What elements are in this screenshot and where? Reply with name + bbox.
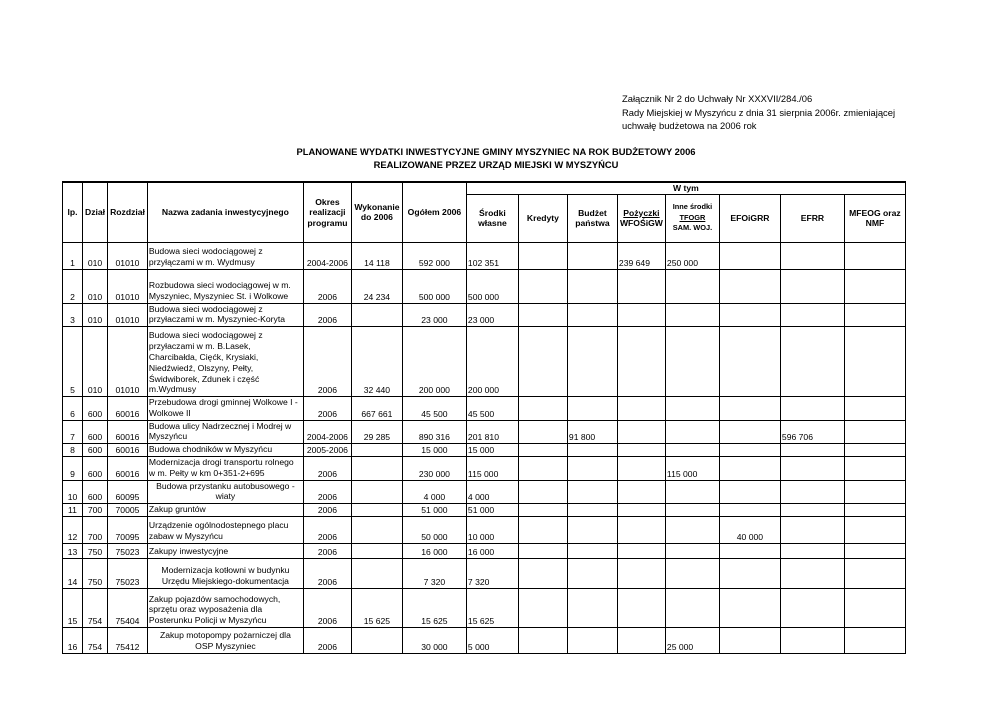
row-inne [665,589,719,628]
row-lp: 7 [63,420,83,444]
row-inne: 250 000 [665,242,719,269]
row-inne [665,480,719,504]
row-pozyczki [617,628,665,654]
col-kredyty: Kredyty [518,194,567,242]
table-row [63,517,906,544]
row-name: Budowa sieci wodociągowej z przyłaczami w m. B.Lasek, Charcibałda, Cięćk, Krysiaki, Niedźwiedź, Olszyny, Pełty, Świdwiborek, Zdunek i część m.Wydmusy [147,327,303,397]
row-ogolem: 50 000 [402,517,466,544]
row-name: Zakup motopompy pożarniczej dla OSP Myszyniec [147,628,303,654]
row-wykonanie [351,504,402,517]
col-okres: Okres realizacji programu [303,182,351,242]
row-kredyty [518,517,567,544]
row-name: Budowa sieci wodociągowej z przyłączami w m. Wydmusy [147,242,303,269]
row-efoigrr [719,269,780,303]
row-okres: 2006 [303,559,351,589]
table-row [63,327,906,397]
row-srodki: 16 000 [466,544,518,559]
row-dzial: 600 [83,457,108,481]
row-kredyty [518,327,567,397]
row-okres: 2004-2006 [303,420,351,444]
row-okres: 2006 [303,457,351,481]
row-srodki: 51 000 [466,504,518,517]
row-pozyczki [617,544,665,559]
row-efrr [780,303,844,327]
row-inne [665,397,719,421]
row-wykonanie [351,480,402,504]
row-efoigrr [719,242,780,269]
row-srodki: 4 000 [466,480,518,504]
row-wykonanie [351,544,402,559]
row-ogolem: 51 000 [402,504,466,517]
row-efoigrr [719,303,780,327]
pozyczki-label: Pożyczki [623,207,660,218]
row-srodki: 200 000 [466,327,518,397]
row-wykonanie: 24 234 [351,269,402,303]
row-okres: 2006 [303,397,351,421]
col-wykonanie: Wykonanie do 2006 [351,182,402,242]
row-wykonanie: 15 625 [351,589,402,628]
row-pozyczki: 239 649 [617,242,665,269]
row-efrr [780,242,844,269]
row-pozyczki [617,303,665,327]
row-pozyczki [617,480,665,504]
row-inne [665,420,719,444]
row-mfeog [844,628,905,654]
row-efoigrr [719,457,780,481]
row-budzet [567,269,617,303]
table-row [63,589,906,628]
table-row [63,628,906,654]
row-efoigrr [719,559,780,589]
row-efoigrr [719,480,780,504]
row-rozdzial: 60016 [108,457,148,481]
row-lp: 9 [63,457,83,481]
row-wykonanie: 667 661 [351,397,402,421]
inne-sublabel-1: TFOGR [679,212,706,222]
row-srodki: 7 320 [466,559,518,589]
row-pozyczki [617,504,665,517]
row-kredyty [518,269,567,303]
table-body [63,242,906,654]
row-pozyczki [617,397,665,421]
row-wykonanie [351,517,402,544]
row-name: Zakup gruntów [147,504,303,517]
row-name: Urządzenie ogólnodostepnego placu zabaw w Myszyńcu [147,517,303,544]
row-lp: 10 [63,480,83,504]
row-srodki: 10 000 [466,517,518,544]
row-rozdzial: 01010 [108,269,148,303]
row-dzial: 700 [83,504,108,517]
row-wykonanie [351,457,402,481]
row-wykonanie: 32 440 [351,327,402,397]
row-mfeog [844,303,905,327]
row-efoigrr [719,327,780,397]
row-ogolem: 200 000 [402,327,466,397]
row-dzial: 754 [83,628,108,654]
row-budzet [567,504,617,517]
row-pozyczki [617,444,665,457]
row-inne [665,544,719,559]
row-budzet [567,444,617,457]
row-lp: 15 [63,589,83,628]
row-rozdzial: 70005 [108,504,148,517]
row-mfeog [844,589,905,628]
table-row [63,397,906,421]
row-ogolem: 45 500 [402,397,466,421]
row-lp: 13 [63,544,83,559]
row-budzet [567,457,617,481]
row-mfeog [844,504,905,517]
row-okres: 2006 [303,517,351,544]
col-rozdzial: Rozdział [108,182,148,242]
row-efrr [780,559,844,589]
row-mfeog [844,544,905,559]
row-dzial: 010 [83,242,108,269]
row-budzet [567,327,617,397]
row-kredyty [518,504,567,517]
row-kredyty [518,544,567,559]
row-dzial: 600 [83,420,108,444]
row-lp: 5 [63,327,83,397]
row-efoigrr [719,589,780,628]
row-name: Budowa chodników w Myszyńcu [147,444,303,457]
title-line-2: REALIZOWANE PRZEZ URZĄD MIEJSKI W MYSZYŃCU [373,158,619,170]
row-kredyty [518,559,567,589]
attachment-header [622,92,895,133]
row-dzial: 750 [83,559,108,589]
row-rozdzial: 75404 [108,589,148,628]
attachment-line-2: Rady Miejskiej w Myszyńcu z dnia 31 sierpnia 2006r. zmieniającej [622,106,896,118]
col-ogolem: Ogółem 2006 [402,182,466,242]
row-mfeog [844,242,905,269]
row-inne [665,269,719,303]
row-budzet [567,559,617,589]
table-row [63,457,906,481]
row-inne [665,327,719,397]
row-budzet [567,544,617,559]
row-srodki: 115 000 [466,457,518,481]
row-mfeog [844,517,905,544]
row-dzial: 754 [83,589,108,628]
row-budzet [567,589,617,628]
row-efrr [780,544,844,559]
row-efoigrr [719,504,780,517]
col-dzial: Dział [83,182,108,242]
row-rozdzial: 70095 [108,517,148,544]
row-wykonanie: 29 285 [351,420,402,444]
table-row [63,504,906,517]
row-mfeog [844,397,905,421]
row-mfeog [844,457,905,481]
row-kredyty [518,457,567,481]
row-okres: 2006 [303,327,351,397]
row-wykonanie [351,303,402,327]
col-w-tym: W tym [466,182,905,194]
row-inne [665,444,719,457]
row-wykonanie: 14 118 [351,242,402,269]
row-ogolem: 230 000 [402,457,466,481]
title-line-1: PLANOWANE WYDATKI INWESTYCYJNE GMINY MYSZYNIEC NA ROK BUDŻETOWY 2006 [296,146,696,157]
row-okres: 2006 [303,480,351,504]
col-srodki: Środki własne [466,194,518,242]
row-efrr [780,444,844,457]
row-dzial: 600 [83,444,108,457]
row-name: Rozbudowa sieci wodociągowej w m. Myszyniec, Myszyniec St. i Wolkowe [147,269,303,303]
row-okres: 2006 [303,589,351,628]
col-lp: lp. [63,182,83,242]
row-rozdzial: 75412 [108,628,148,654]
row-kredyty [518,480,567,504]
row-rozdzial: 60016 [108,397,148,421]
table-row [63,480,906,504]
row-efrr [780,269,844,303]
row-dzial: 600 [83,397,108,421]
row-name: Zakup pojazdów samochodowych, sprzętu oraz wyposażenia dla Posterunku Policji w Myszyńcu [147,589,303,628]
attachment-line-3: uchwałę budżetowa na 2006 rok [622,120,757,131]
col-budzet: Budżet państwa [567,194,617,242]
row-pozyczki [617,589,665,628]
row-okres: 2006 [303,269,351,303]
row-kredyty [518,397,567,421]
row-dzial: 010 [83,303,108,327]
row-rozdzial: 75023 [108,544,148,559]
row-name: Zakupy inwestycyjne [147,544,303,559]
row-mfeog [844,559,905,589]
row-mfeog [844,420,905,444]
row-inne [665,303,719,327]
row-inne: 25 000 [665,628,719,654]
row-name: Przebudowa drogi gminnej Wolkowe I - Wolkowe II [147,397,303,421]
row-rozdzial: 60016 [108,444,148,457]
row-efoigrr [719,628,780,654]
col-pozyczki [617,194,665,242]
row-efrr [780,397,844,421]
row-ogolem: 7 320 [402,559,466,589]
row-lp: 6 [63,397,83,421]
table-row [63,269,906,303]
inne-sublabel-2: SAM. WOJ. [672,223,713,233]
row-pozyczki [617,269,665,303]
row-srodki: 5 000 [466,628,518,654]
row-name: Budowa przystanku autobusowego - wiaty [147,480,303,504]
row-okres: 2006 [303,544,351,559]
row-kredyty [518,420,567,444]
row-inne: 115 000 [665,457,719,481]
row-ogolem: 16 000 [402,544,466,559]
row-inne [665,504,719,517]
row-okres: 2006 [303,504,351,517]
row-rozdzial: 01010 [108,303,148,327]
row-efrr [780,517,844,544]
row-kredyty [518,589,567,628]
row-srodki: 500 000 [466,269,518,303]
table-row [63,544,906,559]
row-budzet [567,480,617,504]
row-mfeog [844,327,905,397]
row-ogolem: 890 316 [402,420,466,444]
col-mfeog: MFEOG oraz NMF [844,194,905,242]
row-lp: 1 [63,242,83,269]
row-lp: 8 [63,444,83,457]
row-efrr [780,504,844,517]
row-ogolem: 15 000 [402,444,466,457]
row-budzet [567,517,617,544]
row-pozyczki [617,559,665,589]
row-mfeog [844,480,905,504]
row-wykonanie [351,444,402,457]
row-pozyczki [617,457,665,481]
row-srodki: 102 351 [466,242,518,269]
row-lp: 2 [63,269,83,303]
document-title [0,146,992,171]
row-okres: 2004-2006 [303,242,351,269]
row-dzial: 750 [83,544,108,559]
row-lp: 14 [63,559,83,589]
row-mfeog [844,444,905,457]
row-rozdzial: 01010 [108,242,148,269]
row-efrr [780,628,844,654]
investment-table [62,181,906,654]
row-ogolem: 15 625 [402,589,466,628]
row-rozdzial: 60095 [108,480,148,504]
row-efrr [780,589,844,628]
row-pozyczki [617,517,665,544]
row-efoigrr [719,397,780,421]
row-okres: 2006 [303,303,351,327]
row-rozdzial: 01010 [108,327,148,397]
row-srodki: 15 625 [466,589,518,628]
row-efoigrr [719,544,780,559]
table-row [63,559,906,589]
row-name: Modernizacja drogi transportu rolnego w m. Pełty w km 0+351-2+695 [147,457,303,481]
row-budzet [567,303,617,327]
row-lp: 16 [63,628,83,654]
row-mfeog [844,269,905,303]
row-okres: 2006 [303,628,351,654]
row-pozyczki [617,420,665,444]
attachment-line-1: Załącznik Nr 2 do Uchwały Nr XXXVII/284./06 [622,93,813,104]
row-budzet [567,397,617,421]
row-dzial: 600 [83,480,108,504]
row-ogolem: 500 000 [402,269,466,303]
col-name: Nazwa zadania inwestycyjnego [147,182,303,242]
row-dzial: 700 [83,517,108,544]
row-srodki: 201 810 [466,420,518,444]
inne-label: Inne środki [672,202,713,212]
row-efoigrr [719,444,780,457]
row-name: Modernizacja kotłowni w budynku Urzędu Miejskiego-dokumentacja [147,559,303,589]
row-name: Budowa sieci wodociągowej z przyłaczami w m. Myszyniec-Koryta [147,303,303,327]
row-budzet: 91 800 [567,420,617,444]
row-kredyty [518,628,567,654]
row-kredyty [518,242,567,269]
row-budzet [567,628,617,654]
row-lp: 3 [63,303,83,327]
row-kredyty [518,303,567,327]
row-name: Budowa ulicy Nadrzecznej i Modrej w Myszyńcu [147,420,303,444]
row-dzial: 010 [83,327,108,397]
row-ogolem: 23 000 [402,303,466,327]
row-wykonanie [351,559,402,589]
table-row [63,420,906,444]
row-efrr: 596 706 [780,420,844,444]
row-inne [665,517,719,544]
row-efoigrr [719,420,780,444]
row-kredyty [518,444,567,457]
row-efrr [780,327,844,397]
row-rozdzial: 60016 [108,420,148,444]
col-efoigrr: EFOiGRR [719,194,780,242]
row-wykonanie [351,628,402,654]
row-efrr [780,457,844,481]
col-inne [665,194,719,242]
table-row [63,242,906,269]
row-dzial: 010 [83,269,108,303]
row-efoigrr: 40 000 [719,517,780,544]
table-row [63,303,906,327]
row-srodki: 23 000 [466,303,518,327]
row-pozyczki [617,327,665,397]
row-budzet [567,242,617,269]
row-ogolem: 592 000 [402,242,466,269]
table-row [63,444,906,457]
row-lp: 12 [63,517,83,544]
pozyczki-sublabel: WFOŚiGW [619,218,663,228]
col-efrr: EFRR [780,194,844,242]
row-rozdzial: 75023 [108,559,148,589]
row-ogolem: 4 000 [402,480,466,504]
row-okres: 2005-2006 [303,444,351,457]
row-srodki: 15 000 [466,444,518,457]
row-inne [665,559,719,589]
row-lp: 11 [63,504,83,517]
row-efrr [780,480,844,504]
row-ogolem: 30 000 [402,628,466,654]
row-srodki: 45 500 [466,397,518,421]
